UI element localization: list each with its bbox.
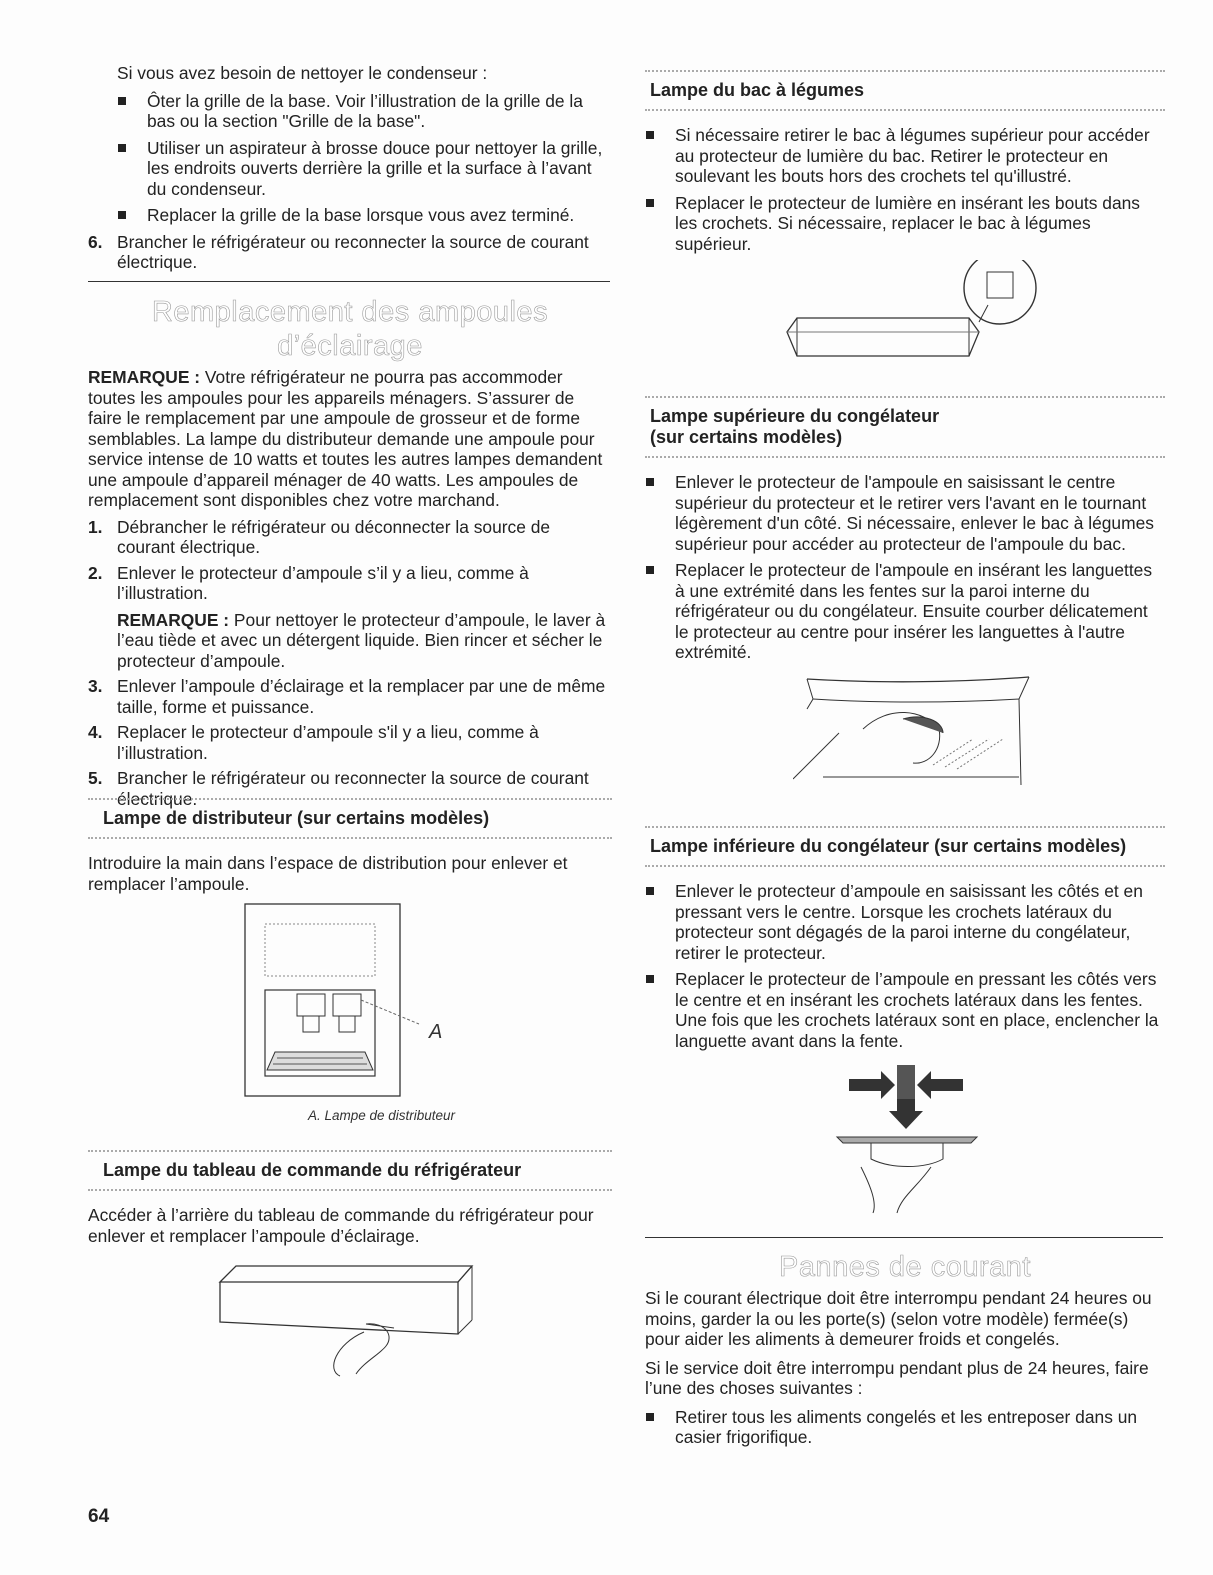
list-item: Replacer le protecteur de l'ampoule en insérant les languettes à une extrémité dans les fentes sur la paroi interne du réfrigérateur ou du congélateur. Ensuite courber délicatement le protecteur au centre pour insérer les languettes à l'autre extrémité. [645, 560, 1165, 663]
step-text: Brancher le réfrigérateur ou reconnecter la source de courant électrique. [117, 768, 589, 809]
subsection-heading: Lampe du tableau de commande du réfrigérateur [103, 1160, 522, 1180]
heading-line: (sur certains modèles) [650, 427, 843, 447]
dotted-divider [645, 456, 1165, 458]
step-number: 5. [88, 768, 103, 788]
heading-line: Lampe supérieure du congélateur [650, 406, 940, 426]
condenser-intro: Si vous avez besoin de nettoyer le condenseur : [117, 63, 488, 83]
list-item: Utiliser un aspirateur à brosse douce pour nettoyer la grille, les endroits ouverts derrière la grille et la surface à l’avant du condenseur. [117, 138, 612, 200]
control-panel-section [88, 1150, 612, 1382]
note-text: Votre réfrigérateur ne pourra pas accommoder toutes les ampoules pour les appareils ménagers. S’assurer de faire le remplacement par une ampoule de grosseur et de forme semblables. La lampe du distributeur demande une ampoule pour service intense de 10 watts et toutes les autres lampes demandent une ampoule d’appareil ménager de 40 watts. Les ampoules de remplacement sont disponibles chez votre marchand. [88, 367, 603, 510]
dotted-divider [88, 1189, 612, 1191]
control-panel-illustration [216, 1262, 486, 1382]
subsection-heading: Lampe inférieure du congélateur (sur certains modèles) [650, 836, 1127, 856]
list-item [88, 563, 612, 672]
page-number: 64 [88, 1506, 110, 1527]
crisper-section [645, 70, 1165, 370]
freezer-top-bullets [645, 472, 1165, 663]
condenser-section [88, 63, 612, 278]
power-paragraph: Si le service doit être interrompu pendant plus de 24 heures, faire l’une des choses suivantes : [645, 1357, 1149, 1398]
step-text: Brancher le réfrigérateur ou reconnecter la source de courant électrique. [117, 231, 589, 272]
section-title: Remplacement des ampoules d’éclairage [151, 296, 549, 362]
dotted-divider [645, 865, 1165, 867]
note-text: Pour nettoyer le protecteur d’ampoule, le laver à l’eau tiède et avec un détergent liquide. Bien rincer et sécher le protecteur d’ampoule. [117, 609, 606, 671]
section-divider [645, 1237, 1163, 1238]
step-note [117, 610, 612, 672]
freezer-bottom-section [645, 826, 1165, 1217]
bulbs-note [88, 367, 612, 511]
list-item: Replacer le protecteur de lumière en insérant les bouts dans les crochets. Si nécessaire, replacer le bac à légumes supérieur. [645, 193, 1165, 255]
step-number: 4. [88, 722, 103, 742]
bulbs-section [88, 295, 612, 814]
control-panel-image [216, 1262, 486, 1382]
control-panel-text: Accéder à l’arrière du tableau de commande du réfrigérateur pour enlever et remplacer l’ampoule d’éclairage. [88, 1205, 594, 1246]
list-item: Enlever le protecteur d’ampoule en saisissant les côtés et en pressant vers le centre. Lorsque les crochets latéraux du protecteur sont dégagés de la paroi interne du congélateur, retirer le protecteur. [645, 881, 1165, 963]
step-number: 3. [88, 676, 103, 696]
crisper-image [783, 260, 1053, 370]
list-item: Enlever le protecteur de l'ampoule en saisissant le centre supérieur du protecteur et le retirer vers l'avant en le tournant légèrement d'un côté. Si nécessaire, enlever le bac à légumes supérieur pour accéder au protecteur de l'ampoule du bac. [645, 472, 1165, 554]
step-text: Replacer le protecteur d’ampoule s'il y a lieu, comme à l’illustration. [117, 722, 539, 763]
condenser-step [88, 232, 612, 273]
list-item: Retirer tous les aliments congelés et les entreposer dans un casier frigorifique. [645, 1407, 1165, 1448]
power-section [645, 1250, 1165, 1454]
dispenser-illustration [241, 902, 561, 1102]
freezer-top-illustration [793, 669, 1033, 799]
power-paragraph: Si le courant électrique doit être interrompu pendant 24 heures ou moins, garder la ou les porte(s) (selon votre modèle) fermée(s) pour aider les aliments à demeurer froids et congelés. [645, 1288, 1152, 1349]
note-label: REMARQUE : [117, 609, 230, 630]
dispenser-section [88, 798, 612, 1127]
step-text: Débrancher le réfrigérateur ou déconnecter la source de courant électrique. [117, 516, 551, 557]
list-item: Replacer la grille de la base lorsque vous avez terminé. [117, 205, 612, 226]
figure-caption: A. Lampe de distributeur [307, 1108, 456, 1123]
freezer-top-image [793, 669, 1033, 799]
step-number: 1. [88, 516, 103, 537]
section-title: Pannes de courant [779, 1251, 1031, 1283]
list-item [88, 676, 612, 717]
bulbs-steps [88, 517, 612, 810]
step-number: 6. [88, 231, 103, 252]
crisper-illustration [783, 260, 1053, 370]
dotted-divider [645, 109, 1165, 111]
list-item [88, 517, 612, 558]
subsection-heading [645, 398, 1165, 456]
crisper-bullets [645, 125, 1165, 254]
step-number: 2. [88, 562, 103, 583]
step-text: Enlever l’ampoule d’éclairage et la remplacer par une de même taille, forme et puissance. [117, 676, 606, 717]
freezer-top-section [645, 396, 1165, 799]
list-item [88, 722, 612, 763]
section-divider [88, 281, 610, 282]
freezer-bottom-bullets [645, 881, 1165, 1051]
dispenser-image [241, 902, 561, 1102]
note-label: REMARQUE : [88, 367, 201, 387]
list-item: Si nécessaire retirer le bac à légumes supérieur pour accéder au protecteur de lumière du bac. Retirer le protecteur en soulevant les bouts hors des crochets tel qu'illustré. [645, 125, 1165, 187]
list-item: Ôter la grille de la base. Voir l’illustration de la grille de la bas ou la section "Grille de la base". [117, 91, 612, 132]
step-text: Enlever le protecteur d’ampoule s’il y a lieu, comme à l’illustration. [117, 562, 529, 603]
figure-label: A [429, 1021, 443, 1043]
subsection-heading: Lampe de distributeur (sur certains modèles) [103, 808, 490, 828]
freezer-bottom-illustration [831, 1057, 981, 1217]
subsection-heading: Lampe du bac à légumes [650, 80, 865, 100]
dispenser-text: Introduire la main dans l’espace de distribution pour enlever et remplacer l’ampoule. [88, 853, 568, 894]
condenser-bullets [88, 91, 612, 226]
power-bullets [645, 1407, 1165, 1448]
list-item: Replacer le protecteur de l’ampoule en pressant les côtés vers le centre et en insérant les crochets latéraux dans les fentes. Une fois que les crochets latéraux sont en place, enclencher la languette avant dans la fente. [645, 969, 1165, 1051]
dotted-divider [88, 837, 612, 839]
freezer-bottom-image [831, 1057, 981, 1217]
list-item [88, 232, 612, 273]
